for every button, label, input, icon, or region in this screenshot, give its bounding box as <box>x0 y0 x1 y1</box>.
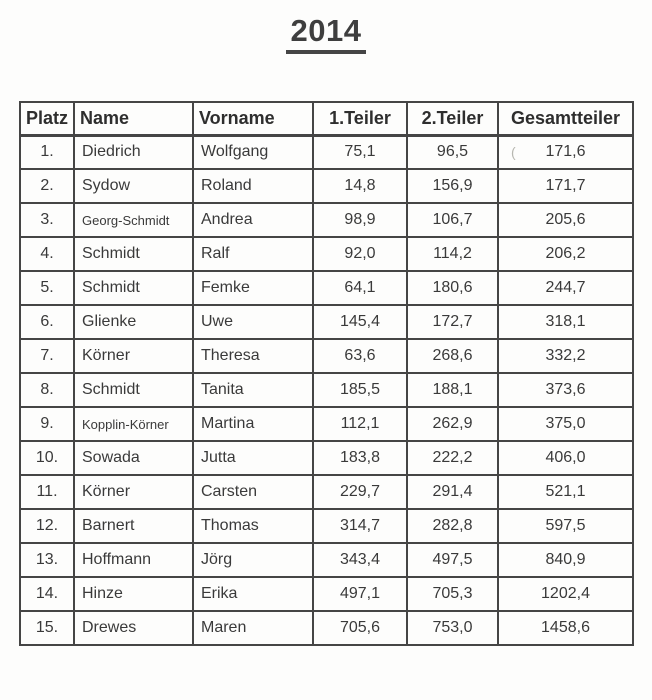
table-row <box>20 169 633 203</box>
cell-platz: 5. <box>20 271 74 305</box>
cell-vorname: Femke <box>193 271 313 305</box>
cell-gesamtteiler: 521,1 <box>498 475 633 509</box>
cell-gesamtteiler: 840,9 <box>498 543 633 577</box>
cell-teiler1: 185,5 <box>313 373 407 407</box>
table-row <box>20 237 633 271</box>
cell-vorname: Martina <box>193 407 313 441</box>
cell-teiler2: 753,0 <box>407 611 498 645</box>
cell-vorname: Carsten <box>193 475 313 509</box>
cell-teiler2: 156,9 <box>407 169 498 203</box>
cell-vorname: Thomas <box>193 509 313 543</box>
cell-gesamtteiler: 406,0 <box>498 441 633 475</box>
table-row <box>20 135 633 169</box>
cell-teiler2: 172,7 <box>407 305 498 339</box>
cell-gesamtteiler <box>498 135 633 169</box>
cell-platz: 6. <box>20 305 74 339</box>
cell-teiler1: 98,9 <box>313 203 407 237</box>
cell-gesamtteiler: 375,0 <box>498 407 633 441</box>
cell-vorname: Theresa <box>193 339 313 373</box>
cell-platz: 3. <box>20 203 74 237</box>
cell-teiler1: 112,1 <box>313 407 407 441</box>
cell-vorname: Jörg <box>193 543 313 577</box>
cell-teiler1: 145,4 <box>313 305 407 339</box>
cell-teiler1: 314,7 <box>313 509 407 543</box>
table-row <box>20 475 633 509</box>
table-header-row <box>20 102 633 135</box>
cell-gesamtteiler: 244,7 <box>498 271 633 305</box>
cell-platz: 2. <box>20 169 74 203</box>
gesamtteiler-value: 171,6 <box>545 143 586 161</box>
cell-teiler2: 291,4 <box>407 475 498 509</box>
table-row <box>20 611 633 645</box>
cell-name: Hoffmann <box>74 543 193 577</box>
title-container <box>0 13 652 54</box>
cell-name: Hinze <box>74 577 193 611</box>
table-row <box>20 543 633 577</box>
column-header-gesamtteiler: Gesamtteiler <box>498 102 633 135</box>
cell-teiler1: 63,6 <box>313 339 407 373</box>
cell-name: Körner <box>74 475 193 509</box>
cell-teiler1: 75,1 <box>313 135 407 169</box>
cell-name: Glienke <box>74 305 193 339</box>
table-row <box>20 339 633 373</box>
cell-name: Schmidt <box>74 373 193 407</box>
cell-platz: 8. <box>20 373 74 407</box>
cell-teiler1: 229,7 <box>313 475 407 509</box>
cell-name: Georg-Schmidt <box>74 203 193 237</box>
cell-gesamtteiler: 597,5 <box>498 509 633 543</box>
cell-gesamtteiler: 171,7 <box>498 169 633 203</box>
table-row <box>20 373 633 407</box>
cell-vorname: Andrea <box>193 203 313 237</box>
table-row <box>20 407 633 441</box>
cell-platz: 11. <box>20 475 74 509</box>
cell-teiler1: 92,0 <box>313 237 407 271</box>
cell-teiler1: 14,8 <box>313 169 407 203</box>
cell-name: Barnert <box>74 509 193 543</box>
cell-platz: 12. <box>20 509 74 543</box>
cell-vorname: Uwe <box>193 305 313 339</box>
column-header-name: Name <box>74 102 193 135</box>
table-row <box>20 509 633 543</box>
cell-vorname: Maren <box>193 611 313 645</box>
cell-name: Schmidt <box>74 237 193 271</box>
column-header-teiler1: 1.Teiler <box>313 102 407 135</box>
table-row <box>20 577 633 611</box>
cell-teiler2: 497,5 <box>407 543 498 577</box>
cell-teiler2: 106,7 <box>407 203 498 237</box>
page-title: 2014 <box>286 13 367 54</box>
cell-name: Sydow <box>74 169 193 203</box>
cell-teiler1: 497,1 <box>313 577 407 611</box>
cell-platz: 15. <box>20 611 74 645</box>
scan-artifact: ( <box>511 144 516 161</box>
column-header-teiler2: 2.Teiler <box>407 102 498 135</box>
cell-teiler2: 222,2 <box>407 441 498 475</box>
table-row <box>20 305 633 339</box>
cell-name: Diedrich <box>74 135 193 169</box>
cell-teiler2: 180,6 <box>407 271 498 305</box>
table-row <box>20 203 633 237</box>
cell-platz: 14. <box>20 577 74 611</box>
cell-teiler1: 343,4 <box>313 543 407 577</box>
cell-platz: 4. <box>20 237 74 271</box>
cell-vorname: Tanita <box>193 373 313 407</box>
cell-teiler2: 262,9 <box>407 407 498 441</box>
results-table <box>19 101 634 646</box>
cell-name: Körner <box>74 339 193 373</box>
cell-gesamtteiler: 1202,4 <box>498 577 633 611</box>
cell-gesamtteiler: 332,2 <box>498 339 633 373</box>
cell-platz: 9. <box>20 407 74 441</box>
cell-teiler1: 183,8 <box>313 441 407 475</box>
cell-teiler1: 705,6 <box>313 611 407 645</box>
cell-gesamtteiler: 205,6 <box>498 203 633 237</box>
cell-platz: 13. <box>20 543 74 577</box>
column-header-vorname: Vorname <box>193 102 313 135</box>
cell-name: Drewes <box>74 611 193 645</box>
cell-platz: 1. <box>20 135 74 169</box>
cell-vorname: Roland <box>193 169 313 203</box>
cell-platz: 7. <box>20 339 74 373</box>
cell-name: Schmidt <box>74 271 193 305</box>
cell-teiler2: 282,8 <box>407 509 498 543</box>
table-row <box>20 441 633 475</box>
cell-name: Sowada <box>74 441 193 475</box>
cell-platz: 10. <box>20 441 74 475</box>
cell-vorname: Erika <box>193 577 313 611</box>
cell-name: Kopplin-Körner <box>74 407 193 441</box>
column-header-platz: Platz <box>20 102 74 135</box>
cell-teiler2: 114,2 <box>407 237 498 271</box>
cell-gesamtteiler: 373,6 <box>498 373 633 407</box>
cell-vorname: Ralf <box>193 237 313 271</box>
cell-teiler1: 64,1 <box>313 271 407 305</box>
cell-teiler2: 96,5 <box>407 135 498 169</box>
cell-gesamtteiler: 318,1 <box>498 305 633 339</box>
cell-teiler2: 705,3 <box>407 577 498 611</box>
cell-vorname: Jutta <box>193 441 313 475</box>
cell-teiler2: 188,1 <box>407 373 498 407</box>
cell-teiler2: 268,6 <box>407 339 498 373</box>
cell-gesamtteiler: 206,2 <box>498 237 633 271</box>
table-row <box>20 271 633 305</box>
cell-vorname: Wolfgang <box>193 135 313 169</box>
cell-gesamtteiler: 1458,6 <box>498 611 633 645</box>
